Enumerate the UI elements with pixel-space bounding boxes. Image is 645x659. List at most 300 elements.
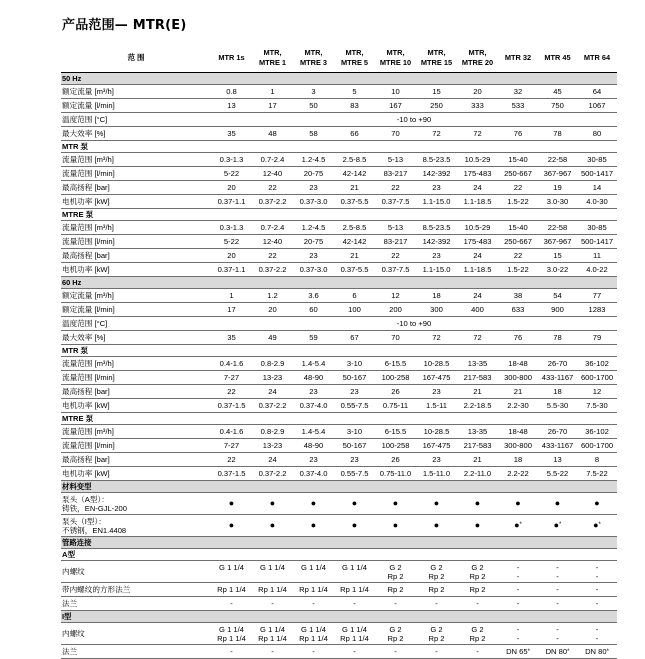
table-row <box>61 453 617 467</box>
table-cell: 6-15.5 <box>375 357 416 371</box>
cell-line: G 2 <box>471 624 484 634</box>
subsection-header-row <box>61 209 617 221</box>
cell-line: - <box>556 562 559 572</box>
row-label: 流量范围 [m³/h] <box>61 221 211 235</box>
table-cell: 26 <box>375 453 416 467</box>
table-cell: 3.0-30 <box>538 195 577 209</box>
table-cell: - <box>577 583 617 597</box>
table-cell: 250-667 <box>498 235 538 249</box>
table-cell: 167-475 <box>416 439 457 453</box>
table-cell: 35 <box>211 127 252 141</box>
cell-line: - <box>595 562 599 572</box>
table-cell: 83-217 <box>375 167 416 181</box>
table-row <box>61 399 617 413</box>
table-row <box>61 221 617 235</box>
table-cell <box>498 561 538 583</box>
bullet-dot: ● <box>433 498 440 508</box>
table-cell: DN 65* <box>498 645 538 659</box>
table-cell: 76 <box>498 331 538 345</box>
table-cell: - <box>375 597 416 611</box>
table-cell <box>538 515 577 537</box>
table-row <box>61 371 617 385</box>
cell-line: G 2 <box>430 562 443 572</box>
subsection-title: MTRE 泵 <box>61 413 617 425</box>
row-label: 泵头（A型）： 铸铁，EN-GJL-200 <box>61 493 211 515</box>
cell-line: - <box>556 571 559 581</box>
table-cell: 50 <box>293 99 334 113</box>
table-row <box>61 181 617 195</box>
row-label: 法兰 <box>61 597 211 611</box>
table-cell <box>457 561 498 583</box>
table-cell: 14 <box>577 181 617 195</box>
table-cell <box>375 623 416 645</box>
table-cell <box>293 561 334 583</box>
cell-line: Rp 2 <box>469 571 486 581</box>
table-cell: 48-90 <box>293 371 334 385</box>
cell-line: G 1 1/4 <box>301 562 326 572</box>
bullet-dot: ● <box>474 520 481 530</box>
table-cell: - <box>416 597 457 611</box>
section-material <box>61 481 617 493</box>
table-cell <box>293 515 334 537</box>
table-cell <box>334 493 375 515</box>
row-label: 流量范围 [l/min] <box>61 167 211 181</box>
table-cell: 6-15.5 <box>375 425 416 439</box>
section-pipe <box>61 537 617 549</box>
row-label: 电机功率 [kW] <box>61 263 211 277</box>
cell-line: - <box>556 633 559 643</box>
row-label: 法兰 <box>61 645 211 659</box>
footnote-star: * <box>606 648 609 655</box>
cell-line: - <box>595 633 599 643</box>
table-cell: 0.37-1.5 <box>211 399 252 413</box>
table-cell <box>375 515 416 537</box>
table-cell: 45 <box>538 85 577 99</box>
table-cell: 1.5-11 <box>416 399 457 413</box>
table-cell: 20-75 <box>293 167 334 181</box>
table-cell: 22 <box>211 453 252 467</box>
bullet-dot: ● <box>269 498 276 508</box>
table-cell: Rp 1 1/4 <box>293 583 334 597</box>
table-cell: 0.75-11 <box>375 399 416 413</box>
table-cell <box>416 515 457 537</box>
subsection-header-row <box>61 413 617 425</box>
table-cell <box>211 561 252 583</box>
bullet-dot: ● <box>594 498 600 508</box>
row-label: 内螺纹 <box>61 623 211 645</box>
row-label: 流量范围 [l/min] <box>61 439 211 453</box>
table-cell: 5.5-22 <box>538 467 577 481</box>
table-cell: 1.1-18.5 <box>457 263 498 277</box>
table-cell <box>375 561 416 583</box>
table-cell: 80 <box>577 127 617 141</box>
table-cell: - <box>334 597 375 611</box>
table-cell: 3.6 <box>293 289 334 303</box>
bullet-dot: ● <box>310 520 317 530</box>
table-cell <box>538 561 577 583</box>
table-cell: 13-23 <box>252 439 293 453</box>
table-cell: 72 <box>457 127 498 141</box>
table-cell: - <box>538 597 577 611</box>
table-cell: - <box>211 597 252 611</box>
table-cell: - <box>334 645 375 659</box>
subsection-title: MTR 泵 <box>61 345 617 357</box>
cell-line <box>294 572 333 581</box>
table-cell: 6 <box>334 289 375 303</box>
bullet-dot: ● <box>554 498 561 508</box>
row-label: 流量范围 [l/min] <box>61 371 211 385</box>
table-cell: 17 <box>211 303 252 317</box>
table-cell: 23 <box>293 453 334 467</box>
table-cell: 0.7-2.4 <box>252 153 293 167</box>
table-cell: 76 <box>498 127 538 141</box>
table-cell <box>211 515 252 537</box>
table-cell: 0.37-2.2 <box>252 263 293 277</box>
table-cell: 49 <box>252 331 293 345</box>
table-row <box>61 493 617 515</box>
table-cell: 0.37-5.5 <box>334 263 375 277</box>
table-row <box>61 235 617 249</box>
cell-line: G 2 <box>430 624 443 634</box>
table-row <box>61 623 617 645</box>
row-label: 流量范围 [m³/h] <box>61 425 211 439</box>
table-cell: 0.75-11.0 <box>375 467 416 481</box>
column-header: MTR, MTRE 15 <box>416 44 457 73</box>
section-title: I型 <box>61 611 617 623</box>
cell-line: Rp 2 <box>387 571 404 581</box>
table-cell: 23 <box>334 453 375 467</box>
product-range-table <box>61 44 617 659</box>
cell-line: G 1 1/4 <box>342 562 367 572</box>
subsection-header-row <box>61 141 617 153</box>
table-cell: 21 <box>498 385 538 399</box>
table-cell: 20-75 <box>293 235 334 249</box>
table-cell: 0.8-2.9 <box>252 357 293 371</box>
table-cell: 1.1-18.5 <box>457 195 498 209</box>
table-cell <box>498 515 538 537</box>
table-row <box>61 357 617 371</box>
table-cell: 18-48 <box>498 425 538 439</box>
table-cell: 64 <box>577 85 617 99</box>
table-cell: 23 <box>293 249 334 263</box>
table-cell: 11 <box>577 249 617 263</box>
table-cell: 333 <box>457 99 498 113</box>
section-type-i <box>61 611 617 623</box>
table-cell: 217-583 <box>457 439 498 453</box>
table-cell: 1.2-4.5 <box>293 221 334 235</box>
column-header: MTR 32 <box>498 44 538 73</box>
bullet-dot: ● <box>310 498 317 508</box>
table-cell: 0.37-4.0 <box>293 467 334 481</box>
footnote-star: * <box>598 522 601 528</box>
table-cell: Rp 1 1/4 <box>252 583 293 597</box>
table-cell <box>252 561 293 583</box>
subsection-title: MTRE 泵 <box>61 209 617 221</box>
table-cell <box>577 561 617 583</box>
table-cell: 23 <box>293 385 334 399</box>
table-cell: 13-23 <box>252 371 293 385</box>
table-cell: - <box>457 645 498 659</box>
table-cell <box>577 493 617 515</box>
footnote-star: * <box>527 648 530 655</box>
table-cell: 400 <box>457 303 498 317</box>
row-label: 最高扬程 [bar] <box>61 385 211 399</box>
table-cell: 21 <box>457 453 498 467</box>
table-row <box>61 645 617 659</box>
table-cell: 22 <box>498 181 538 195</box>
table-cell: - <box>375 645 416 659</box>
cell-line: - <box>516 624 520 634</box>
table-cell: 38 <box>498 289 538 303</box>
table-cell <box>334 515 375 537</box>
bullet-dot: ● <box>269 520 276 530</box>
table-cell: 22 <box>375 181 416 195</box>
row-label: 最高扬程 [bar] <box>61 453 211 467</box>
bullet-dot: ● <box>474 498 481 508</box>
table-cell: 22 <box>252 249 293 263</box>
table-cell: 1067 <box>577 99 617 113</box>
table-cell: 10.5-29 <box>457 153 498 167</box>
table-cell: 1.4-5.4 <box>293 425 334 439</box>
table-cell: 5-22 <box>211 235 252 249</box>
table-cell: 22-58 <box>538 221 577 235</box>
table-cell: 0.3-1.3 <box>211 221 252 235</box>
table-row <box>61 597 617 611</box>
table-cell: 533 <box>498 99 538 113</box>
table-cell: 2.5-8.5 <box>334 153 375 167</box>
table-cell: 13 <box>538 453 577 467</box>
table-cell <box>211 493 252 515</box>
table-row <box>61 317 617 331</box>
spanned-value: -10 to +90 <box>211 317 617 331</box>
table-cell: 12-40 <box>252 235 293 249</box>
table-cell: 21 <box>457 385 498 399</box>
cell-line: G 1 1/4 <box>301 624 326 634</box>
table-cell: Rp 2 <box>457 583 498 597</box>
table-cell <box>457 493 498 515</box>
table-cell: 24 <box>457 249 498 263</box>
table-cell: 4.0-22 <box>577 263 617 277</box>
table-cell: DN 80* <box>577 645 617 659</box>
table-cell: 500-1417 <box>577 167 617 181</box>
table-cell: 0.37-3.0 <box>293 263 334 277</box>
bullet-dot: ● <box>228 520 235 530</box>
table-cell: 8.5-23.5 <box>416 153 457 167</box>
table-cell: 100 <box>334 303 375 317</box>
cell-line: G 1 1/4 <box>260 562 285 572</box>
table-cell: 50-167 <box>334 439 375 453</box>
section-title: 管路连接 <box>61 537 617 549</box>
row-label: 电机功率 [kW] <box>61 195 211 209</box>
table-cell <box>334 561 375 583</box>
row-label: 泵头（I型）： 不锈钢，EN1.4408 <box>61 515 211 537</box>
table-cell: 5 <box>334 85 375 99</box>
row-label: 最高扬程 [bar] <box>61 249 211 263</box>
table-cell: 18 <box>498 453 538 467</box>
table-cell: 72 <box>457 331 498 345</box>
table-cell: 15 <box>416 85 457 99</box>
table-cell: 0.55-7.5 <box>334 399 375 413</box>
table-cell <box>416 561 457 583</box>
cell-line: G 1 1/4 <box>219 562 244 572</box>
table-cell: 78 <box>538 331 577 345</box>
column-header: MTR, MTRE 20 <box>457 44 498 73</box>
table-cell: - <box>577 597 617 611</box>
table-cell: 23 <box>416 385 457 399</box>
table-cell: 3-10 <box>334 425 375 439</box>
table-cell: 0.37-4.0 <box>293 399 334 413</box>
table-row <box>61 127 617 141</box>
table-cell: 30-85 <box>577 221 617 235</box>
table-cell: 1283 <box>577 303 617 317</box>
table-cell: 60 <box>293 303 334 317</box>
table-cell: 600-1700 <box>577 439 617 453</box>
table-cell: - <box>498 583 538 597</box>
table-cell: 3 <box>293 85 334 99</box>
footnote-star: * <box>559 522 562 528</box>
footnote-star: * <box>519 522 522 528</box>
table-row <box>61 167 617 181</box>
column-header: MTR, MTRE 1 <box>252 44 293 73</box>
table-cell: 20 <box>211 249 252 263</box>
section-50hz <box>61 73 617 85</box>
table-cell: 48-90 <box>293 439 334 453</box>
table-cell: - <box>457 597 498 611</box>
table-body <box>61 44 617 659</box>
table-cell: 78 <box>538 127 577 141</box>
table-cell: 0.37-1.1 <box>211 263 252 277</box>
table-row <box>61 289 617 303</box>
table-cell: 750 <box>538 99 577 113</box>
table-row <box>61 561 617 583</box>
table-cell <box>498 493 538 515</box>
table-cell: 36-102 <box>577 425 617 439</box>
table-cell: 300-800 <box>498 439 538 453</box>
column-header: MTR 45 <box>538 44 577 73</box>
table-cell: 35 <box>211 331 252 345</box>
table-cell: 250-667 <box>498 167 538 181</box>
cell-line: Rp 1 1/4 <box>258 633 287 643</box>
table-cell: 3.0-22 <box>538 263 577 277</box>
table-cell: 24 <box>252 385 293 399</box>
table-cell: 83-217 <box>375 235 416 249</box>
cell-line: - <box>516 633 520 643</box>
table-cell: 5-22 <box>211 167 252 181</box>
table-cell: 500-1417 <box>577 235 617 249</box>
row-label: 流量范围 [l/min] <box>61 235 211 249</box>
subsection-title: MTR 泵 <box>61 141 617 153</box>
table-cell: 0.37-2.2 <box>252 195 293 209</box>
table-cell: 26-70 <box>538 357 577 371</box>
table-cell: 13-35 <box>457 425 498 439</box>
table-cell: 22 <box>375 249 416 263</box>
cell-line: Rp 1 1/4 <box>217 633 246 643</box>
table-cell: 1.5-22 <box>498 263 538 277</box>
table-cell: 200 <box>375 303 416 317</box>
table-cell: 42-142 <box>334 235 375 249</box>
row-label: 最大效率 [%] <box>61 127 211 141</box>
table-cell: 19 <box>538 181 577 195</box>
table-cell <box>498 623 538 645</box>
table-cell: 2.5-8.5 <box>334 221 375 235</box>
table-cell: 5-13 <box>375 221 416 235</box>
table-cell: 1.1-15.0 <box>416 263 457 277</box>
bullet-dot: ● <box>351 498 358 508</box>
spanned-value: -10 to +90 <box>211 113 617 127</box>
table-cell: - <box>538 583 577 597</box>
table-cell: 22 <box>211 385 252 399</box>
row-label: 最高扬程 [bar] <box>61 181 211 195</box>
table-cell: 600-1700 <box>577 371 617 385</box>
footnote-star: * <box>567 648 570 655</box>
table-row <box>61 99 617 113</box>
table-cell: 59 <box>293 331 334 345</box>
table-cell <box>538 623 577 645</box>
table-cell: 0.37-5.5 <box>334 195 375 209</box>
table-cell <box>538 493 577 515</box>
subsection-header-row <box>61 549 617 561</box>
table-row <box>61 85 617 99</box>
table-cell: - <box>416 645 457 659</box>
table-cell <box>252 515 293 537</box>
table-cell: 900 <box>538 303 577 317</box>
row-label: 流量范围 [m³/h] <box>61 357 211 371</box>
table-cell: - <box>293 597 334 611</box>
table-cell <box>375 493 416 515</box>
table-cell: 20 <box>457 85 498 99</box>
cell-line <box>212 572 251 581</box>
bullet-dot: ● <box>514 520 520 530</box>
table-row <box>61 331 617 345</box>
table-cell: 3-10 <box>334 357 375 371</box>
table-cell: 0.37-1.5 <box>211 467 252 481</box>
page-title: 产品范围— MTR(E) <box>62 18 187 33</box>
cell-line: Rp 1 1/4 <box>299 633 328 643</box>
table-cell: 2.2-11.0 <box>457 467 498 481</box>
table-cell: 7.5-30 <box>577 399 617 413</box>
table-row <box>61 515 617 537</box>
table-cell: 18 <box>538 385 577 399</box>
cell-line: G 2 <box>389 624 402 634</box>
table-cell: 15 <box>538 249 577 263</box>
table-cell: 433-1167 <box>538 371 577 385</box>
table-cell: 66 <box>334 127 375 141</box>
table-cell: - <box>252 597 293 611</box>
table-cell: 22-58 <box>538 153 577 167</box>
column-header: MTR, MTRE 5 <box>334 44 375 73</box>
table-cell: Rp 2 <box>416 583 457 597</box>
table-cell: 15-40 <box>498 221 538 235</box>
table-cell: 1.4-5.4 <box>293 357 334 371</box>
header-row <box>61 44 617 73</box>
column-header: MTR, MTRE 3 <box>293 44 334 73</box>
table-cell: 10-28.5 <box>416 357 457 371</box>
table-cell: 167 <box>375 99 416 113</box>
table-cell: 250 <box>416 99 457 113</box>
table-cell: 0.37-2.2 <box>252 399 293 413</box>
table-cell: 21 <box>334 249 375 263</box>
table-row <box>61 425 617 439</box>
table-cell: - <box>293 645 334 659</box>
table-cell: Rp 1 1/4 <box>334 583 375 597</box>
table-cell: 77 <box>577 289 617 303</box>
section-title: 50 Hz <box>61 73 617 85</box>
table-cell: 21 <box>334 181 375 195</box>
cell-line: - <box>595 571 599 581</box>
table-cell: 1.5-22 <box>498 195 538 209</box>
table-cell: 367-967 <box>538 235 577 249</box>
bullet-dot: ● <box>553 520 560 530</box>
